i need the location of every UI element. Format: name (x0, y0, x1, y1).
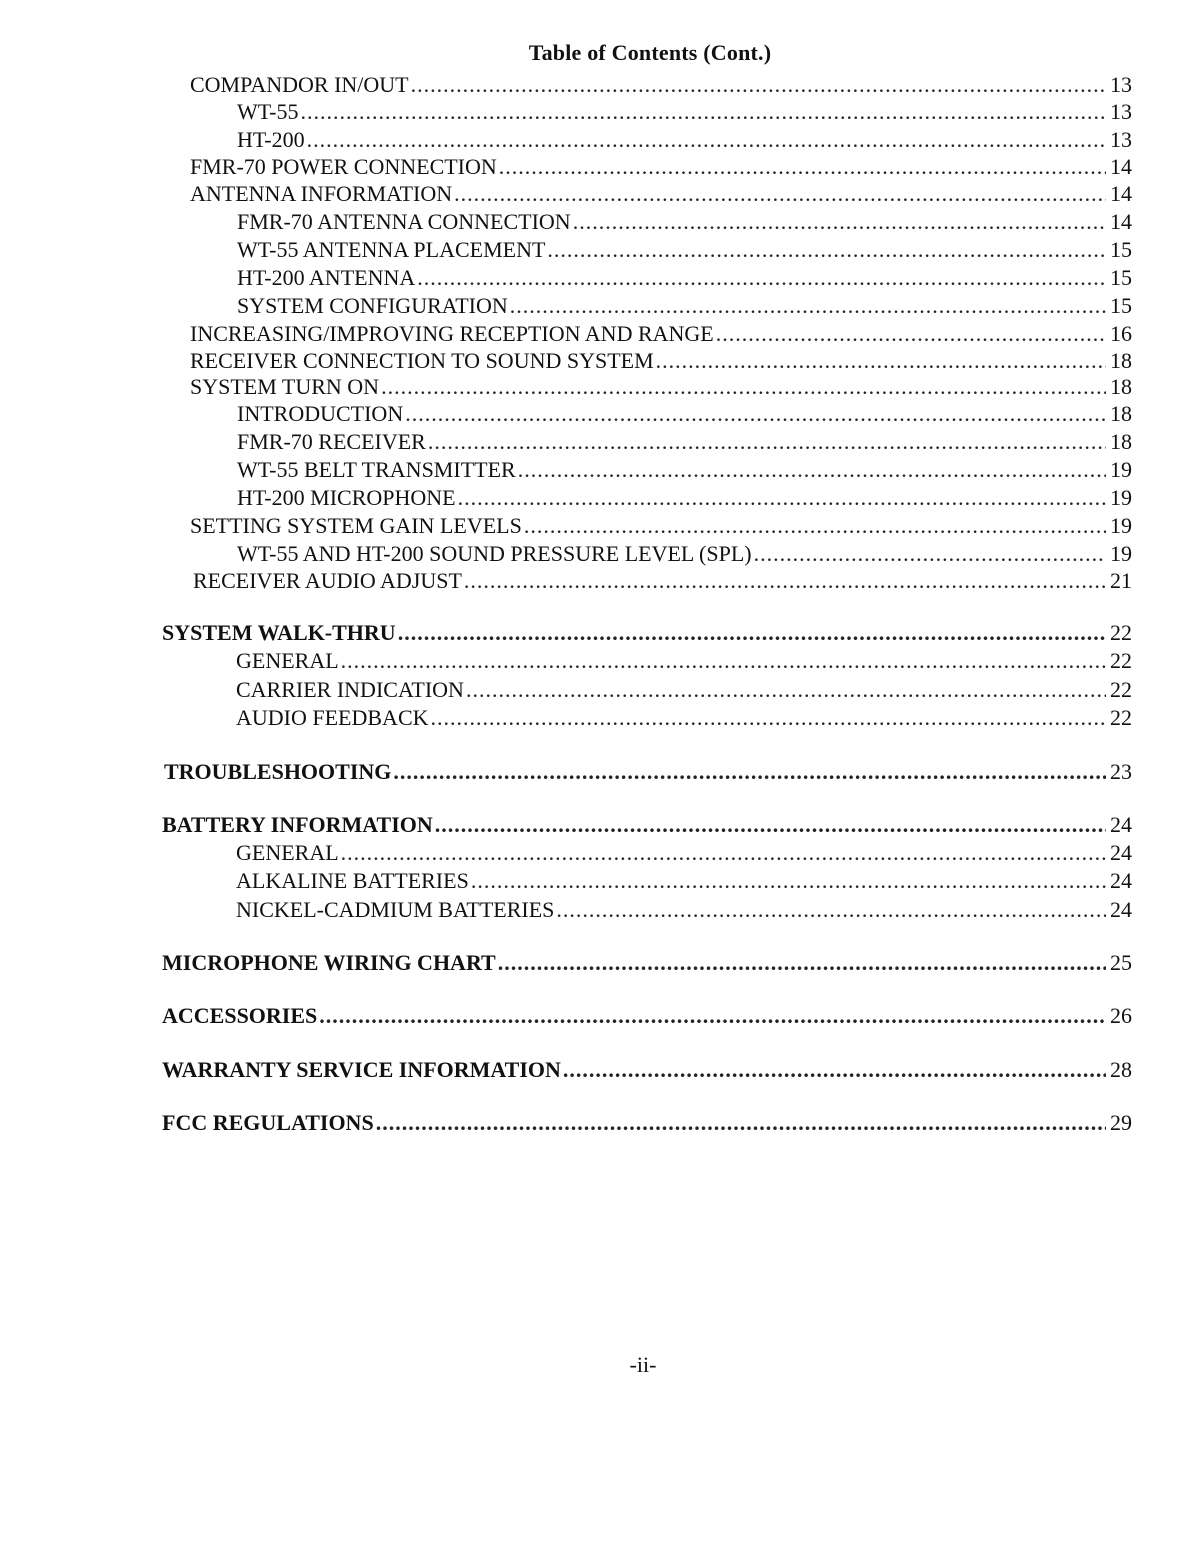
toc-entry[interactable] (162, 942, 1132, 976)
toc-entry-page: 22 (1110, 648, 1132, 673)
toc-entry-page: 22 (1110, 677, 1132, 702)
toc-entry-label: SETTING SYSTEM GAIN LEVELS (190, 513, 522, 538)
toc-entry-page: 13 (1110, 99, 1132, 124)
dot-leader (498, 950, 1106, 976)
toc-entry-page: 28 (1110, 1057, 1132, 1082)
dot-leader (556, 897, 1106, 923)
toc-entry-page: 24 (1110, 812, 1132, 837)
toc-entry-page: 15 (1110, 265, 1132, 290)
toc-entry-page: 18 (1110, 374, 1132, 399)
toc-entry-label: ALKALINE BATTERIES (236, 868, 469, 893)
toc-entry-label: GENERAL (236, 840, 339, 865)
toc-entry-label: NICKEL-CADMIUM BATTERIES (236, 897, 555, 922)
toc-entry[interactable] (162, 1102, 1132, 1136)
toc-entry-label: HT-200 (237, 127, 305, 152)
toc-entry-page: 16 (1110, 321, 1132, 346)
dot-leader (464, 568, 1106, 594)
toc-entry-label: WT-55 BELT TRANSMITTER (237, 457, 516, 482)
toc-entry-label: FMR-70 POWER CONNECTION (190, 154, 497, 179)
toc-entry-page: 23 (1110, 759, 1132, 784)
toc-entry-label: HT-200 MICROPHONE (237, 485, 456, 510)
toc-entry-label: WT-55 AND HT-200 SOUND PRESSURE LEVEL (SPL) (237, 541, 752, 566)
toc-entry-page: 25 (1110, 950, 1132, 975)
toc-entry-page: 29 (1110, 1110, 1132, 1135)
toc-entry[interactable] (162, 1049, 1132, 1083)
toc-entry-page: 24 (1110, 897, 1132, 922)
toc-entry-label: ACCESSORIES (162, 1003, 318, 1028)
toc-entry-page: 13 (1110, 72, 1132, 97)
toc-entry-page: 21 (1110, 568, 1132, 593)
dot-leader (563, 1057, 1106, 1083)
toc-entry[interactable] (164, 751, 1132, 785)
toc-entry-label: WT-55 (237, 99, 299, 124)
toc-entry-label: RECEIVER CONNECTION TO SOUND SYSTEM (190, 348, 654, 373)
toc-entry-page: 13 (1110, 127, 1132, 152)
toc-entry-page: 15 (1110, 293, 1132, 318)
toc-entry-label: RECEIVER AUDIO ADJUST (193, 568, 462, 593)
toc-entry[interactable] (236, 889, 1132, 923)
toc-entry-label: SYSTEM TURN ON (190, 374, 380, 399)
toc-entry-label: FMR-70 ANTENNA CONNECTION (237, 209, 571, 234)
toc-entry-page: 22 (1110, 620, 1132, 645)
dot-leader (319, 1003, 1106, 1029)
toc-entry-label: CARRIER INDICATION (236, 677, 464, 702)
toc-entry-label: SYSTEM CONFIGURATION (237, 293, 508, 318)
dot-leader (431, 705, 1107, 731)
toc-entry-label: WARRANTY SERVICE INFORMATION (162, 1057, 561, 1082)
toc-entry-label: MICROPHONE WIRING CHART (162, 950, 496, 975)
toc-entry[interactable] (193, 560, 1132, 594)
toc-entry-label: GENERAL (236, 648, 339, 673)
toc-entry-page: 14 (1110, 209, 1132, 234)
toc-entry-label: INCREASING/IMPROVING RECEPTION AND RANGE (190, 321, 714, 346)
toc-entry-label: SYSTEM WALK-THRU (162, 620, 396, 645)
toc-entry-label: INTRODUCTION (237, 401, 404, 426)
toc-entry-page: 14 (1110, 181, 1132, 206)
toc-entry-page: 18 (1110, 401, 1132, 426)
toc-entry[interactable] (236, 697, 1132, 731)
toc-entry-label: TROUBLESHOOTING (164, 759, 392, 784)
toc-entry-label: COMPANDOR IN/OUT (190, 72, 409, 97)
toc-entry-label: HT-200 ANTENNA (237, 265, 416, 290)
page-title: Table of Contents (Cont.) (528, 40, 772, 65)
toc-entry-page: 26 (1110, 1003, 1132, 1028)
toc-entry-page: 15 (1110, 237, 1132, 262)
toc-entry-page: 14 (1110, 154, 1132, 179)
toc-entry-page: 19 (1110, 541, 1132, 566)
toc-entry-page: 18 (1110, 429, 1132, 454)
page-number: -ii- (629, 1352, 657, 1377)
toc-entry-page: 18 (1110, 348, 1132, 373)
toc-entry-page: 19 (1110, 485, 1132, 510)
toc-entry[interactable] (162, 995, 1132, 1029)
toc-entry-page: 24 (1110, 840, 1132, 865)
toc-entry-label: ANTENNA INFORMATION (190, 181, 453, 206)
toc-entry-label: WT-55 ANTENNA PLACEMENT (237, 237, 546, 262)
toc-entry-label: AUDIO FEEDBACK (236, 705, 429, 730)
toc-entry-page: 19 (1110, 513, 1132, 538)
toc-entry-page: 22 (1110, 705, 1132, 730)
toc-entry-page: 19 (1110, 457, 1132, 482)
toc-entry-label: FMR-70 RECEIVER (237, 429, 426, 454)
toc-entry-page: 24 (1110, 868, 1132, 893)
toc-entry-label: BATTERY INFORMATION (162, 812, 433, 837)
dot-leader (376, 1110, 1106, 1136)
dot-leader (393, 759, 1106, 785)
toc-entry-label: FCC REGULATIONS (162, 1110, 374, 1135)
